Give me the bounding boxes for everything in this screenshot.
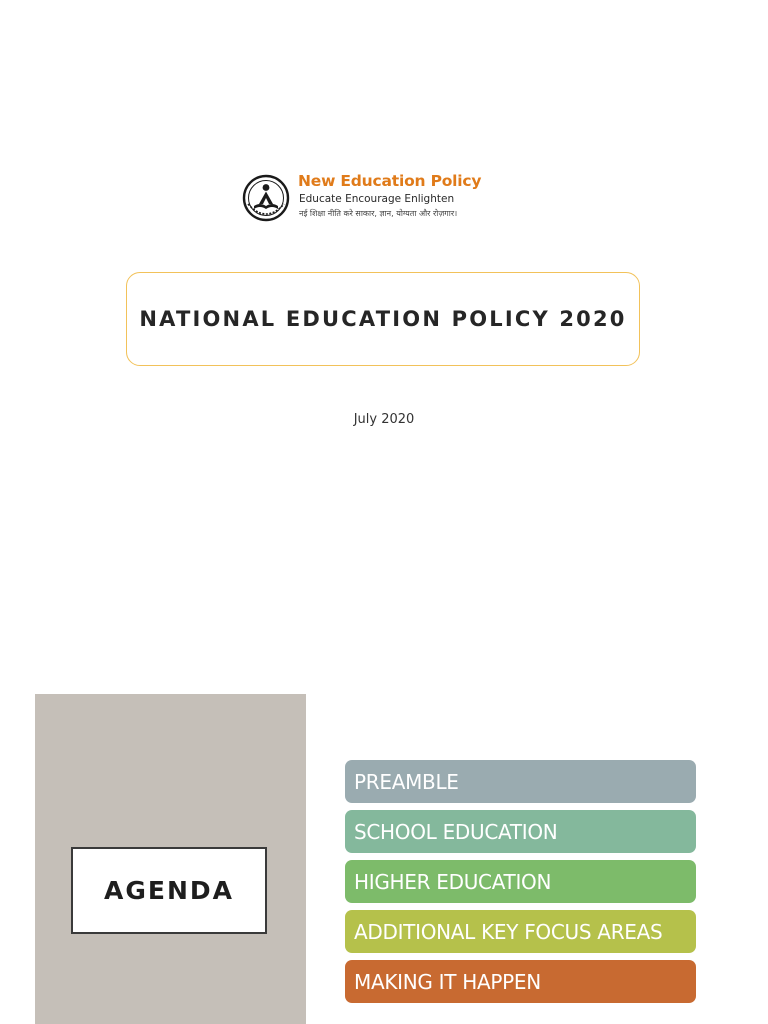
agenda-item-label: MAKING IT HAPPEN [354,969,541,994]
agenda-heading-box [71,847,267,934]
title-box [126,272,640,366]
document-title: NATIONAL EDUCATION POLICY 2020 [139,307,627,331]
agenda-item-label: PREAMBLE [354,769,459,794]
agenda-item-making-it-happen[interactable] [345,960,696,1003]
logo-hindi-tagline: नई शिक्षा नीति करे साकार, ज्ञान, योग्यता और रोज़गार। [299,209,458,218]
agenda-panel [35,694,306,1024]
nep-emblem-icon [242,174,290,222]
agenda-item-additional-key-focus-areas[interactable] [345,910,696,953]
logo-tagline: Educate Encourage Enlighten [299,193,455,205]
agenda-item-higher-education[interactable] [345,860,696,903]
logo-title: New Education Policy [298,172,482,190]
document-date: July 2020 [353,412,415,427]
agenda-item-school-education[interactable] [345,810,696,853]
agenda-list [345,760,696,1010]
agenda-item-label: SCHOOL EDUCATION [354,819,558,844]
agenda-item-preamble[interactable] [345,760,696,803]
agenda-heading: AGENDA [104,876,234,905]
agenda-item-label: HIGHER EDUCATION [354,869,552,894]
agenda-item-label: ADDITIONAL KEY FOCUS AREAS [354,919,663,944]
nep-logo [242,172,492,224]
